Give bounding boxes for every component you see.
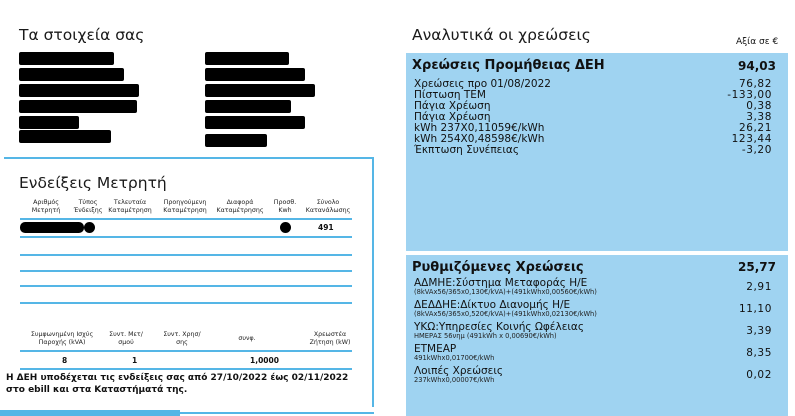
col-meter-coefficient: Συντ. Μετ/σμού — [109, 331, 143, 346]
supply-row — [414, 145, 780, 156]
meter-coefficient-value: 1 — [132, 356, 138, 365]
personal-data-title: Τα στοιχεία σας — [19, 26, 145, 44]
power-factor-value: 1,0000 — [250, 356, 279, 365]
row-formula: 237kWhx0,00007€/kWh — [414, 375, 495, 384]
lower-divider — [20, 368, 352, 370]
regulated-row — [414, 322, 780, 340]
row-value: 11,10 — [738, 303, 772, 315]
row-formula: (8kVAx56/365x0,520€/kVA)+(491kWhx0,02130€/kWh) — [414, 309, 597, 318]
supply-charges-title: Χρεώσεις Προμήθειας ΔΕΗ — [412, 58, 605, 73]
row-label: ΔΕΔΔΗΕ:Δίκτυο Διανομής Η/Ε — [414, 299, 571, 311]
regulated-charges-panel — [406, 255, 788, 416]
meter-right-border — [372, 157, 374, 407]
col-meter-number: Αριθμός Μετρητή — [31, 199, 61, 214]
row-value: 2,91 — [746, 281, 772, 293]
row-label: kWh 237X0,11059€/kWh — [414, 122, 545, 134]
row-value: -133,00 — [727, 89, 772, 101]
row-formula: (8kVAx56/365x0,130€/kVA)+(491kWhx0,00560€/kWh) — [414, 287, 597, 296]
row-line — [20, 285, 352, 287]
row-label: Πίστωση ΤΕΜ — [414, 89, 486, 101]
row-label: ΑΔΜΗΕ:Σύστημα Μεταφοράς Η/Ε — [414, 277, 588, 289]
col-reading-type: Τύπος Ένδειξης — [73, 199, 103, 214]
redacted-reading-type — [84, 222, 95, 233]
col-power-factor: συνφ. — [238, 335, 256, 342]
supply-row — [414, 79, 780, 90]
row-line — [20, 254, 352, 256]
regulated-row — [414, 278, 780, 296]
redacted-meter-number — [20, 222, 84, 233]
lower-divider — [20, 350, 352, 352]
col-total-consumption: Σύνολο Κατανάλωσης — [305, 199, 351, 214]
supply-charges-total: 94,03 — [738, 59, 776, 73]
row-formula: 491kWhx0,01700€/kWh — [414, 353, 495, 362]
row-formula: ΗΜΕΡΑΣ 56νημ (491kWh x 0,00690€/kWh) — [414, 331, 557, 340]
col-last-reading: Τελευταία Καταμέτρηση — [108, 199, 152, 214]
supply-row — [414, 134, 780, 145]
supply-charges-panel — [406, 53, 788, 251]
row-value: 0,38 — [746, 100, 772, 112]
reading-notice — [6, 373, 372, 396]
bottom-accent-bar — [0, 410, 180, 416]
regulated-charges-total: 25,77 — [738, 260, 776, 274]
regulated-row — [414, 300, 780, 318]
row-value: 3,39 — [746, 325, 772, 337]
row-line — [20, 302, 352, 304]
row-value: 76,82 — [738, 78, 772, 90]
col-billable-demand: Χρεωστέα Ζήτηση (kW) — [309, 331, 351, 346]
row-label: Λοιπές Χρεώσεις — [414, 365, 504, 377]
col-reading-difference: Διαφορά Καταμέτρησης — [216, 199, 264, 214]
row-label: Χρεώσεις προ 01/08/2022 — [414, 78, 551, 90]
row-label: Πάγια Χρέωση — [414, 111, 491, 123]
regulated-row — [414, 344, 780, 362]
col-previous-reading: Προηγούμενη Καταμέτρηση — [163, 199, 207, 214]
regulated-charges-title: Ρυθμιζόμενες Χρεώσεις — [412, 260, 584, 275]
col-extra-kwh: Προσθ. Kwh — [273, 199, 297, 214]
value-column-label: Αξία σε € — [736, 37, 779, 47]
row-label: Έκπτωση Συνέπειας — [414, 144, 519, 156]
total-consumption-value: 491 — [318, 223, 334, 232]
meter-title: Ενδείξεις Μετρητή — [19, 174, 167, 192]
reading-notice-line2: στο ebill και στα Καταστήματά της. — [6, 384, 188, 395]
row-label: kWh 254X0,48598€/kWh — [414, 133, 545, 145]
row-value: 8,35 — [746, 347, 772, 359]
row-value: 3,38 — [746, 111, 772, 123]
supply-row — [414, 101, 780, 112]
supply-row — [414, 90, 780, 101]
col-usage-coefficient: Συντ. Χρησ/σης — [163, 331, 201, 346]
charges-title: Αναλυτικά οι χρεώσεις — [412, 26, 591, 44]
supply-row — [414, 112, 780, 123]
agreed-power-value: 8 — [62, 356, 68, 365]
row-label: ΕΤΜΕΑΡ — [414, 343, 457, 355]
regulated-row — [414, 366, 780, 384]
row-label: ΥΚΩ:Υπηρεσίες Κοινής Ωφέλειας — [414, 321, 585, 333]
supply-row — [414, 123, 780, 134]
bottom-accent-line — [180, 412, 374, 414]
table-divider — [20, 218, 352, 220]
row-value: -3,20 — [741, 144, 772, 156]
row-label: Πάγια Χρέωση — [414, 100, 491, 112]
row-value: 26,21 — [738, 122, 772, 134]
row-line — [20, 236, 352, 238]
row-line — [20, 270, 352, 272]
col-agreed-power: Συμφωνημένη Ισχύς Παροχής (kVA) — [30, 331, 94, 346]
redacted-extra-kwh — [280, 222, 291, 233]
row-value: 123,44 — [731, 133, 772, 145]
meter-top-border — [4, 157, 374, 159]
reading-notice-line1: Η ΔΕΗ υποδέχεται τις ενδείξεις σας από 27/10/2022 έως 02/11/2022 — [6, 373, 349, 383]
row-value: 0,02 — [746, 369, 772, 381]
